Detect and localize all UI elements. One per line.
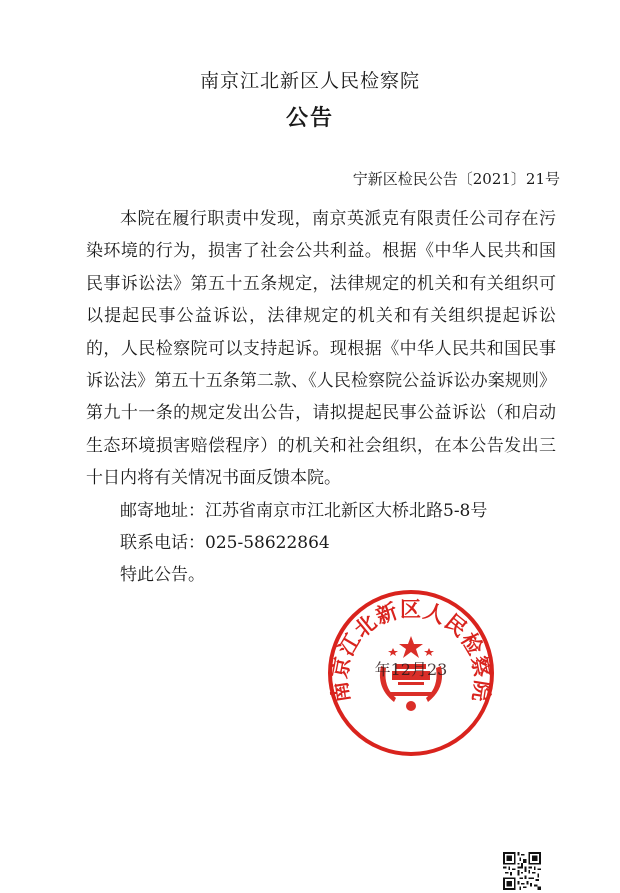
document-number: 宁新区检民公告〔2021〕21号: [352, 170, 560, 188]
official-seal-icon: [326, 588, 496, 758]
contact-phone: 联系电话：025-58622864: [120, 533, 330, 554]
seal-arc-text: 南京江北新区人民检察院: [326, 596, 496, 705]
mailing-address: 邮寄地址：江苏省南京市江北新区大桥北路5-8号: [120, 500, 488, 521]
main-paragraph: 本院在履行职责中发现，南京英派克有限责任公司存在污染环境的行为，损害了社会公共利益。根据《中华人民共和国民事诉讼法》第五十五条规定，法律规定的机关和有关组织可以提起民事公益诉讼，法律规定的机关和有关组织提起诉讼的，人民检察院可以支持起诉。现根据《中华人民共和国民事诉讼法》第五十五条第二款、《人民检察院公益诉讼办案规则》第九十一条的规定发出公告，请拟提起民事公益诉讼（和启动生态环境损害赔偿程序）的机关和社会组织，在本公告发出三十日内将有关情况书面反馈本院。: [86, 209, 556, 489]
issuing-organization: 南京江北新区人民检察院: [199, 70, 420, 92]
notice-body: [86, 203, 556, 592]
qr-code-icon: [503, 852, 541, 890]
closing-text: 特此公告。: [120, 565, 205, 586]
page-title: 公告: [285, 106, 334, 131]
seal-date-text: 年12月23: [374, 660, 448, 679]
